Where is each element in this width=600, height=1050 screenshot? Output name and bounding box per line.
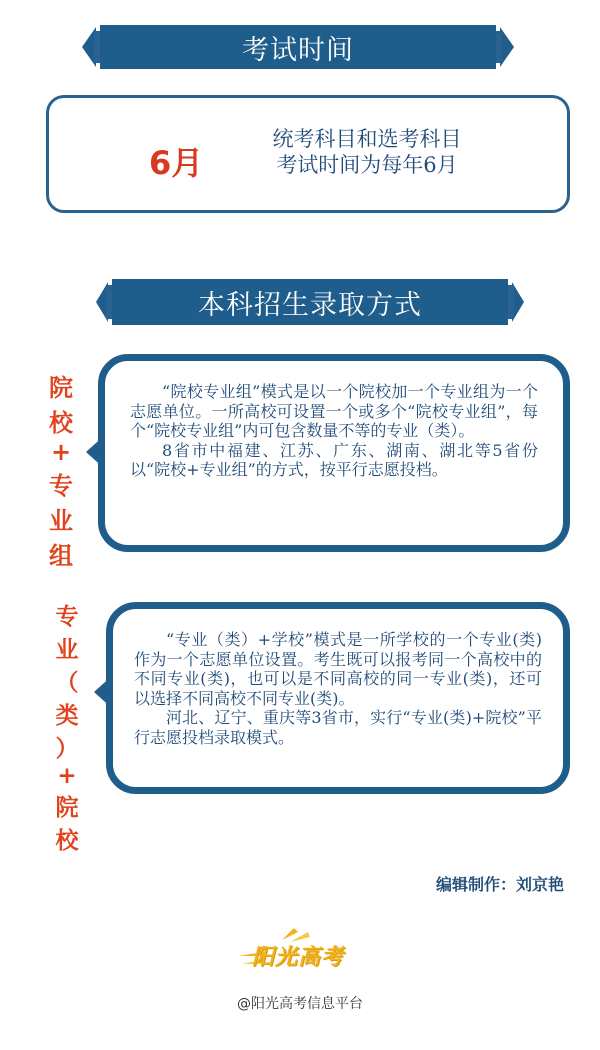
logo-text: 阳光高考	[252, 945, 345, 970]
admission-banner	[96, 279, 524, 325]
editor-credit: 编辑制作：刘京艳	[435, 875, 564, 894]
sunshine-gaokao-logo	[232, 926, 372, 982]
mode2-box	[106, 602, 570, 794]
mode2-label-char: 校	[55, 828, 79, 854]
mode1-label-char: 专	[49, 472, 73, 500]
mode1-label-char: 院	[49, 374, 73, 402]
mode2-label-char: ）	[55, 736, 79, 762]
mode2-label-char: +	[57, 763, 77, 789]
mode2-label-char: 类	[55, 703, 79, 729]
mode1-label-char: 业	[49, 507, 73, 535]
mode2-label-char: 业	[55, 637, 79, 663]
exam-time-title: 考试时间	[242, 34, 354, 66]
exam-desc-line-1: 统考科目和选考科目	[272, 127, 462, 151]
mode1-paragraph-2: 8省市中福建、江苏、广东、湖南、湖北等5省份以“院校+专业组”的方式，按平行志愿投档。	[130, 440, 538, 479]
mode1-paragraph-1: “院校专业组”模式是以一个院校加一个专业组为一个志愿单位。一所高校可设置一个或多个“院校专业组”，每个“院校专业组”内可包含数量不等的专业（类）。	[130, 382, 538, 440]
mode2-label	[50, 598, 84, 855]
admission-title: 本科招生录取方式	[198, 289, 422, 321]
mode1-label-char: +	[50, 438, 72, 466]
mode1-label-char: 组	[49, 542, 73, 570]
exam-time-description	[247, 126, 487, 178]
mode1-label-char: 校	[49, 409, 73, 437]
mode2-paragraph-1: “专业（类）+学校”模式是一所学校的一个专业(类)作为一个志愿单位设置。考生既可以报考同一个高校中的不同专业(类)，也可以是不同高校的同一专业(类)，还可以选择不同高校不同专业(类)。	[134, 630, 542, 708]
exam-desc-line-2: 考试时间为每年6月	[276, 153, 458, 177]
mode2-label-char: （	[55, 670, 79, 696]
mode2-label-char: 专	[55, 604, 79, 630]
exam-month: 6月	[149, 144, 204, 182]
mode1-label	[44, 368, 78, 571]
mode1-box	[98, 354, 570, 552]
platform-handle: @阳光高考信息平台	[237, 996, 363, 1012]
mode2-label-char: 院	[55, 795, 79, 821]
exam-time-banner	[82, 25, 514, 69]
mode2-paragraph-2: 河北、辽宁、重庆等3省市，实行“专业(类)+院校”平行志愿投档录取模式。	[134, 708, 542, 747]
exam-time-box	[46, 95, 570, 213]
